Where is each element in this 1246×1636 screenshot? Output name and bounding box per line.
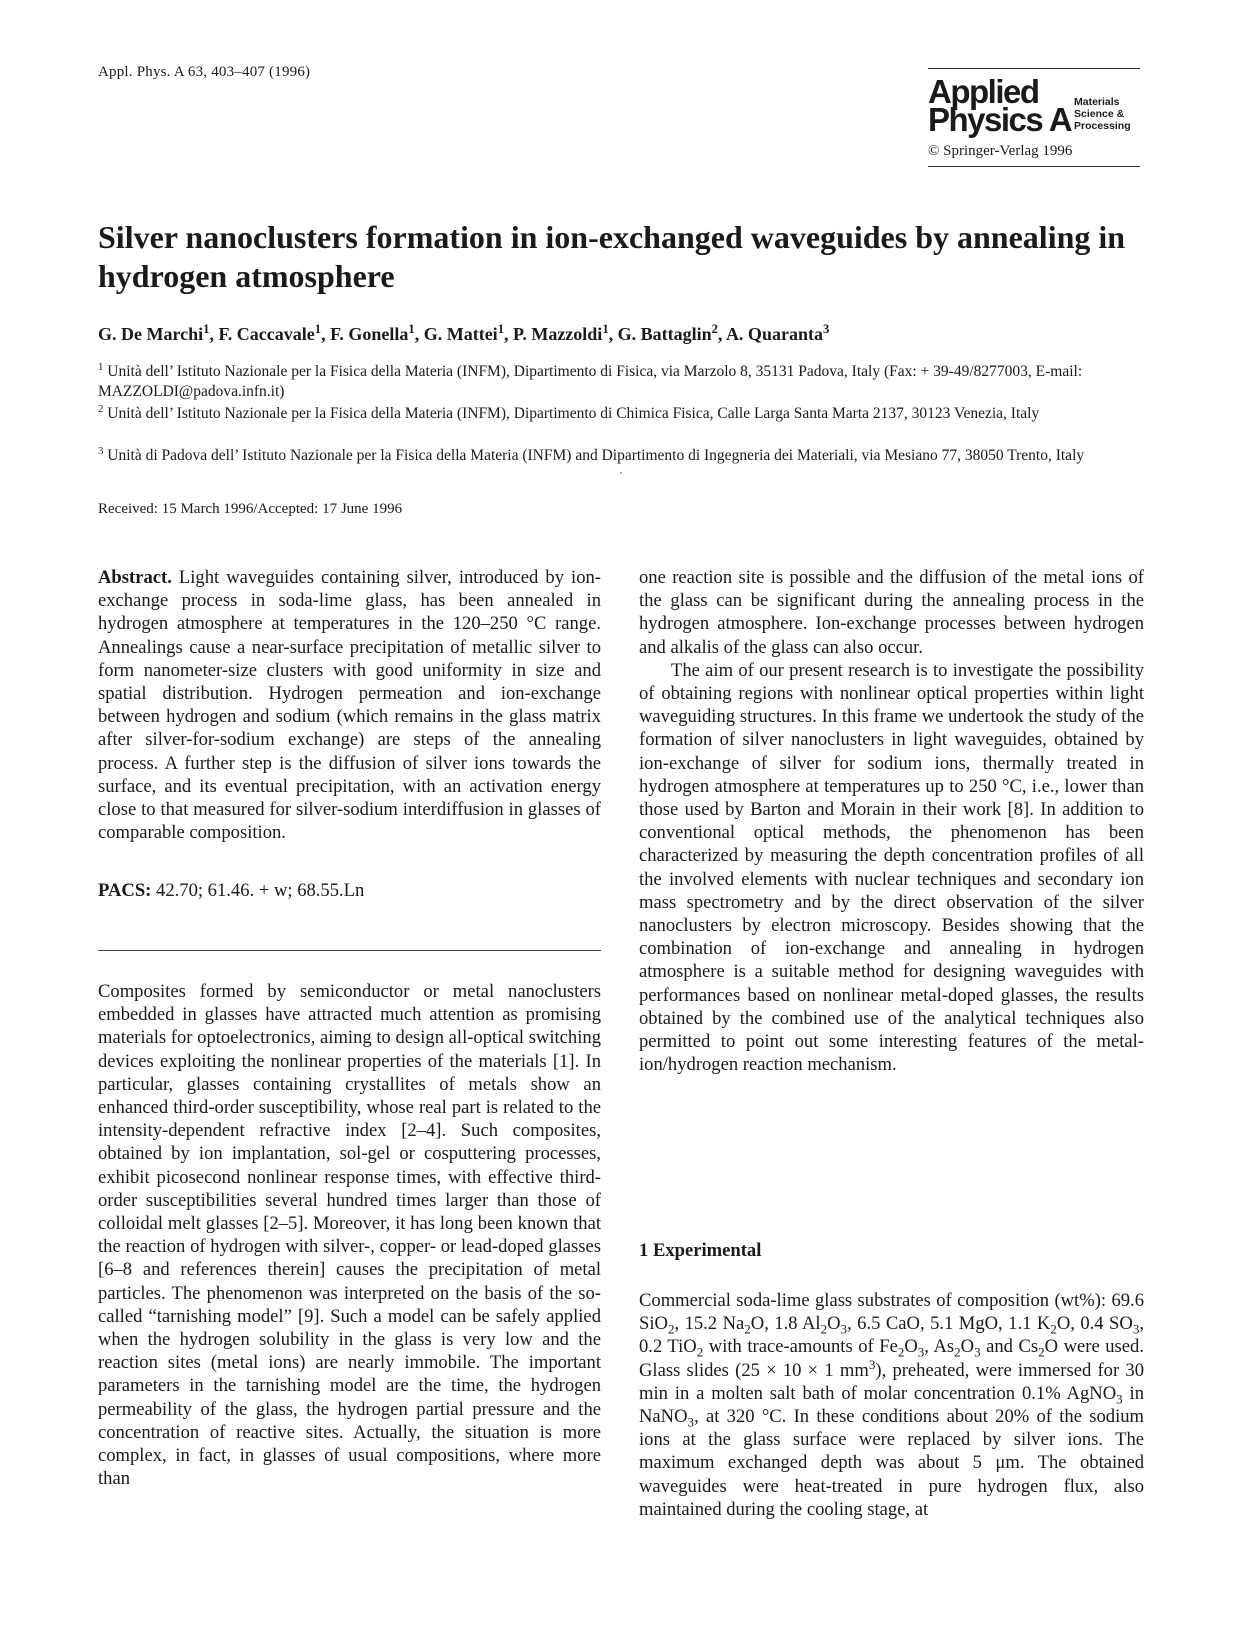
subscript: 2 [1038,1345,1045,1361]
introduction-paragraph: Composites formed by semiconductor or metal nanoclusters embedded in glasses have attracted much attention as promising materials for optoelectronics, aiming to design all-optical switching devices exploiting the nonlinear properties of the materials [1]. In particular, glasses containing crystallites of metals show an enhanced third-order susceptibility, whose real part is related to the intensity-dependent refractive index [2–4]. Such composites, obtained by ion implantation, sol-gel or cosputtering processes, exhibit picosecond nonlinear response times, with effective third-order susceptibilities several hundred times larger than those of colloidal melt glasses [2–5]. Moreover, it has long been known that the reaction of hydrogen with silver-, copper- or lead-doped glasses [6–8 and references therein] causes the precipitation of metal particles. The phenomenon was interpreted on the basis of the so-called “tarnishing model” [9]. Such a model can be safely applied when the hydrogen solubility in the glass is very low and the reaction sites (metal ions) are nearly immobile. The important parameters in the tarnishing model are the time, the hydrogen permeability of the glass, the hydrogen partial pressure and the concentration of reactive sites. Actually, the situation is more complex, in fact, in glasses of usual compositions, where more than [98,981,601,1490]
journal-logo [928,73,1140,138]
journal-name-line2: Physics A [928,101,1072,138]
pacs-codes: 42.70; 61.46. + w; 68.55.Ln [156,880,365,901]
right-column-body [639,566,1144,1076]
text-run: in NaNO [639,1382,1144,1428]
section-heading: 1 Experimental [639,1240,762,1261]
author-affiliation: 3 [822,322,830,336]
subscript: 3 [840,1321,848,1337]
subscript: 3 [974,1345,981,1361]
abstract-label: Abstract. [98,567,172,588]
text-run: with trace-amounts of Fe [703,1336,898,1358]
journal-top-rule [928,68,1140,69]
text-run: , As [924,1336,955,1358]
superscript: 3 [868,1356,876,1372]
author: G. De Marchi [98,324,204,344]
scan-speck [620,472,622,474]
text-run: O were used. Glass slides (25 × 10 × 1 mm [639,1336,1144,1381]
text-run: ), preheated, were immersed for 30 min in a molten salt bath of molar concentration 0.1% AgNO [639,1359,1144,1404]
subscript: 3 [917,1345,925,1361]
abstract [98,566,601,844]
journal-subtitle-line: Materials [1074,96,1120,108]
text-run: Commercial soda-lime glass substrates of composition (wt%): 69.6 SiO [639,1290,1144,1335]
text-run: , 0.2 TiO [639,1313,1144,1358]
text-run: O [960,1336,975,1358]
affiliation-text: Unità di Padova dell’ Istituto Nazionale per la Fisica della Materia (INFM) and Dipartimento di Ingegneria dei Materiali, via Mesiano 77, 38050 Trento, Italy [107,447,1085,464]
subscript: 2 [820,1321,828,1337]
affiliation-number: 3 [98,444,104,457]
subscript: 2 [897,1345,905,1361]
text-run: O, 1.8 Al [750,1313,821,1335]
subscript: 2 [696,1345,704,1361]
author: G. Battaglin [617,324,712,344]
copyright: © Springer-Verlag 1996 [928,143,1073,159]
column-divider-rule [98,950,601,951]
received-dates: Received: 15 March 1996/Accepted: 17 June 1996 [98,501,403,517]
author: P. Mazzoldi [512,324,603,344]
subscript: 2 [1050,1321,1057,1337]
pacs-label: PACS: [98,880,152,901]
journal-name-line1: Applied [928,73,1039,110]
paper-title: Silver nanoclusters formation in ion-exchanged waveguides by annealing in hydrogen atmosphere [98,219,1126,294]
affiliation-text: Unità dell’ Istituto Nazionale per la Fisica della Materia (INFM), Dipartimento di Fisica, via Marzolo 8, 35131 Padova, Italy (Fax: + 39-49/8277003, E-mail: MAZZOLDI@padova.infn.it) [98,363,1083,400]
affiliation-text: Unità dell’ Istituto Nazionale per la Fisica della Materia (INFM), Dipartimento di Chimica Fisica, Calle Larga Santa Marta 2137, 30123 Venezia, Italy [107,405,1040,422]
author-affiliation: 1 [497,322,504,336]
journal-subtitle-line: Science & [1074,108,1125,120]
subscript: 2 [667,1321,675,1337]
text-run: , at 320 °C. In these conditions about 20% of the sodium ions at the glass surface were replaced by silver ions. The maximum exchanged depth was about 5 μm. The obtained waveguides were heat-treated in pure hydrogen flux, also maintained during the cooling stage, at [639,1406,1144,1520]
author-affiliation: 2 [711,322,718,336]
journal-logo-block [928,68,1140,167]
author-affiliation: 1 [203,322,210,336]
journal-bottom-rule [928,166,1140,167]
text-run: O, 0.4 SO [1056,1313,1133,1335]
affiliation-number: 2 [98,402,104,415]
experimental-body [639,1289,1144,1521]
text-run: O [904,1336,918,1358]
introduction-body [98,980,601,1490]
author-list: G. De Marchi$^1$, F. Caccavale$^1$, F. Gonella$^1$, G. Mattei$^1$, P. Mazzoldi$^1$, G. Battaglin$^2$, A. Quaranta$^3$ [98,322,830,344]
text-run: , 15.2 Na [674,1313,745,1335]
subscript: 2 [954,1345,961,1361]
author: F. Gonella [330,324,409,344]
journal-subtitle [1074,96,1131,132]
subscript: 3 [687,1414,695,1430]
author-affiliation: 1 [602,322,609,336]
citation: Appl. Phys. A 63, 403–407 (1996) [98,64,311,80]
experimental-paragraph [639,1289,1144,1521]
subscript: 2 [744,1321,751,1337]
text-run: and Cs [980,1336,1039,1358]
author-affiliation: 1 [408,322,415,336]
pacs [98,880,364,902]
author: G. Mattei [423,324,498,344]
affiliation [98,362,1158,402]
journal-subtitle-line: Processing [1074,120,1131,132]
body-paragraph: one reaction site is possible and the diffusion of the metal ions of the glass can be significant during the annealing process in the hydrogen atmosphere. Ion-exchange processes between hydrogen and alkalis of the glass can also occur. [639,567,1144,658]
author: A. Quaranta [725,324,823,344]
abstract-text: Light waveguides containing silver, introduced by ion-exchange process in soda-lime glass, has been annealed in hydrogen atmosphere at temperatures in the 120–250 °C range. Annealings cause a near-surface precipitation of metallic silver to form nanometer-size clusters with good uniformity in size and spatial distribution. Hydrogen permeation and ion-exchange between hydrogen and sodium (which remains in the glass matrix after silver-for-sodium exchange) are steps of the annealing process. A further step is the diffusion of silver ions towards the surface, and its eventual precipitation, with an activation energy close to that measured for silver-sodium interdiffusion in glasses of comparable composition. [98,567,601,844]
body-paragraph: The aim of our present research is to investigate the possibility of obtaining regions with nonlinear optical properties within light waveguiding structures. In this frame we undertook the study of the formation of silver nanoclusters in light waveguides, obtained by ion-exchange of silver for sodium ions, thermally treated in hydrogen atmosphere at temperatures up to 250 °C, i.e., lower than those used by Barton and Morain in their work [8]. In addition to conventional optical methods, the phenomenon has been characterized by measuring the depth concentration profiles of all the involved elements with nuclear techniques and secondary ion mass spectrometry and by the direct observation of the silver nanoclusters by electron microscopy. Besides showing that the combination of ion-exchange and annealing in hydrogen atmosphere is a suitable method for designing waveguides with performances based on nonlinear metal-doped glasses, the results obtained by the combined use of the analytical techniques also permitted to point out some interesting features of the metal-ion/hydrogen reaction mechanism. [639,659,1144,1076]
author: F. Caccavale [218,324,315,344]
author-affiliation: 1 [314,322,322,336]
subscript: 3 [1132,1321,1140,1337]
affiliation [98,404,1158,424]
affiliation-number: 1 [98,360,104,373]
affiliation [98,446,1158,466]
text-run: O [827,1313,841,1335]
subscript: 3 [1116,1391,1123,1407]
text-run: , 6.5 CaO, 5.1 MgO, 1.1 K [847,1313,1051,1335]
